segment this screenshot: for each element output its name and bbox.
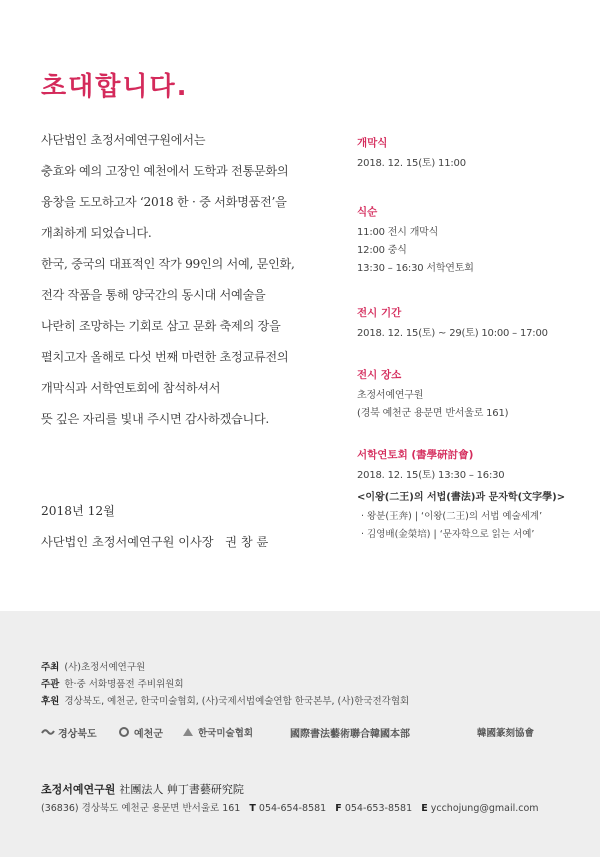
symposium-section bbox=[357, 448, 587, 546]
letter-line: 융창을 도모하고자 ‘2018 한 · 중 서화명품전’을 bbox=[41, 195, 287, 209]
symposium-talk: · 왕분(王奔) | ‘이왕(二王)의 서법 예술세계’ bbox=[361, 511, 543, 522]
symposium-title: 서학연토회 (書學硏討會) bbox=[357, 449, 474, 461]
calligraphy-federation-logo bbox=[290, 722, 410, 742]
org-name-hanja: 社團法人 艸丁書藝研究院 bbox=[119, 783, 244, 796]
ceremony-item: 12:00 중식 bbox=[357, 245, 407, 256]
letter-line: 나란히 조망하는 기회로 삼고 문화 축제의 장을 bbox=[41, 319, 281, 333]
email-label: E bbox=[421, 803, 428, 814]
ceremony-title: 식순 bbox=[357, 206, 378, 218]
contact-line bbox=[41, 800, 539, 814]
org-name: 초정서예연구원 bbox=[41, 783, 116, 796]
letter-date: 2018년 12월 bbox=[41, 504, 115, 518]
yecheon-logo bbox=[117, 722, 163, 742]
host-line bbox=[41, 659, 145, 673]
ceremony-item: 13:30 – 16:30 서학연토회 bbox=[357, 263, 474, 274]
venue-title: 전시 장소 bbox=[357, 369, 402, 381]
invitation-letter bbox=[41, 132, 336, 442]
host-label: 주최 bbox=[41, 662, 60, 673]
sponsor-label: 후원 bbox=[41, 696, 60, 707]
letter-line: 사단법인 초정서예연구원에서는 bbox=[41, 133, 206, 147]
sponsor-line bbox=[41, 693, 409, 707]
fine-arts-logo bbox=[181, 722, 253, 742]
wave-icon bbox=[41, 727, 55, 737]
logo-text: 예천군 bbox=[134, 728, 163, 740]
opening-title: 개막식 bbox=[357, 137, 388, 149]
arts-emblem-icon bbox=[181, 727, 195, 737]
letter-line: 개최하게 되었습니다. bbox=[41, 226, 152, 240]
letter-line: 전각 작품을 통해 양국간의 동시대 서예술을 bbox=[41, 288, 266, 302]
tel: 054-654-8581 bbox=[258, 803, 327, 814]
opening-date: 2018. 12. 15(토) 11:00 bbox=[357, 158, 466, 169]
logo-text: 韓國篆刻協會 bbox=[477, 728, 535, 739]
fax: 054-653-8581 bbox=[344, 803, 413, 814]
footer-org-name bbox=[41, 781, 244, 797]
fax-label: F bbox=[335, 803, 342, 814]
symposium-topic: <이왕(二王)의 서법(書法)과 문자학(文字學)> bbox=[357, 492, 566, 503]
circle-emblem-icon bbox=[117, 727, 131, 737]
seal-engraving-logo bbox=[477, 722, 534, 742]
address: (36836) 경상북도 예천군 용문면 반서울로 161 bbox=[41, 803, 241, 814]
venue-name: 초정서예연구원 bbox=[357, 390, 424, 401]
ceremony-item: 11:00 전시 개막식 bbox=[357, 227, 439, 238]
ceremony-section bbox=[357, 205, 587, 280]
organizer-label: 주관 bbox=[41, 679, 60, 690]
host-value: (사)초정서예연구원 bbox=[64, 662, 146, 673]
logo-text: 경상북도 bbox=[58, 728, 97, 740]
symposium-date: 2018. 12. 15(토) 13:30 – 16:30 bbox=[357, 470, 505, 481]
letter-signature: 사단법인 초정서예연구원 이사장 권 창 륜 bbox=[41, 535, 269, 549]
opening-section bbox=[357, 136, 587, 175]
email[interactable]: ycchojung@gmail.com bbox=[430, 803, 539, 814]
venue-section bbox=[357, 368, 587, 425]
period-section bbox=[357, 306, 587, 345]
letter-line: 충효와 예의 고장인 예천에서 도학과 전통문화의 bbox=[41, 164, 289, 178]
sponsor-value: 경상북도, 예천군, 한국미술협회, (사)국제서법예술연합 한국본부, (사)한국전각협회 bbox=[64, 696, 410, 707]
symposium-talk: · 김영배(金榮培) | ‘문자학으로 읽는 서예’ bbox=[361, 529, 535, 540]
letter-line: 한국, 중국의 대표적인 작가 99인의 서예, 문인화, bbox=[41, 257, 295, 271]
sponsor-logos bbox=[41, 722, 561, 742]
logo-text: 國際書法藝術聯合韓國本部 bbox=[290, 728, 410, 740]
venue-address: (경북 예천군 용문면 반서울로 161) bbox=[357, 408, 509, 419]
gyeongbuk-logo bbox=[41, 722, 97, 742]
letter-line: 펼치고자 올해로 다섯 번째 마련한 초정교류전의 bbox=[41, 350, 289, 364]
letter-line: 개막식과 서학연토회에 참석하셔서 bbox=[41, 381, 221, 395]
tel-label: T bbox=[249, 803, 256, 814]
page-title: 초대합니다. bbox=[41, 72, 189, 102]
organizer-line bbox=[41, 676, 184, 690]
logo-text: 한국미술협회 bbox=[198, 728, 254, 739]
period-text: 2018. 12. 15(토) ~ 29(토) 10:00 – 17:00 bbox=[357, 328, 548, 339]
period-title: 전시 기간 bbox=[357, 307, 402, 319]
organizer-value: 한·중 서화명품전 주비위원회 bbox=[64, 679, 184, 690]
letter-line: 뜻 깊은 자리를 빛내 주시면 감사하겠습니다. bbox=[41, 412, 269, 426]
